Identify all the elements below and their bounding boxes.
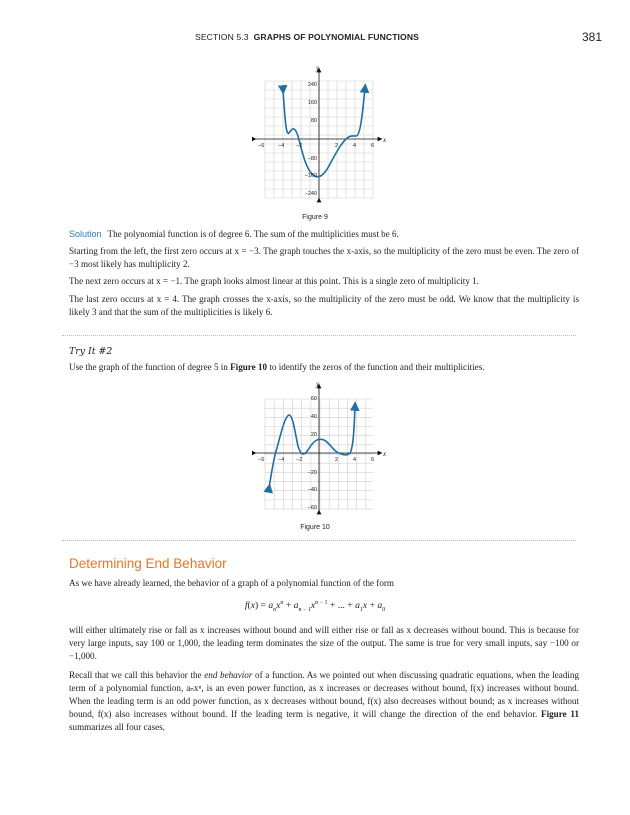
fig9-ytick-2: 80 bbox=[310, 118, 317, 124]
section-label: SECTION 5.3 bbox=[195, 32, 249, 42]
figure-9-curve bbox=[283, 88, 365, 177]
figure-9-caption: Figure 9 bbox=[302, 214, 328, 221]
try-it-title: Try It #2 bbox=[69, 346, 113, 357]
recall-emphasis: end behavior bbox=[204, 670, 253, 680]
paragraph-recall bbox=[69, 669, 579, 734]
fig9-ytick-3: −80 bbox=[307, 156, 317, 162]
fig9-xtick-2: −2 bbox=[296, 143, 303, 149]
figure-11-ref: Figure 11 bbox=[541, 709, 579, 719]
fig10-xtick-3: 2 bbox=[335, 457, 339, 463]
fig9-y-label: y bbox=[316, 64, 320, 72]
page-header bbox=[0, 30, 630, 46]
fig10-xtick-5: 6 bbox=[371, 457, 375, 463]
fig10-xtick-2: −2 bbox=[296, 457, 303, 463]
fig9-ytick-4: −160 bbox=[304, 173, 317, 179]
section-heading: Determining End Behavior bbox=[69, 556, 227, 571]
section-name: GRAPHS OF POLYNOMIAL FUNCTIONS bbox=[253, 32, 419, 42]
fig10-xtick-0: −6 bbox=[258, 457, 265, 463]
figure-10-graph bbox=[252, 378, 388, 518]
fig9-xtick-0: −6 bbox=[258, 143, 265, 149]
recall-text-3: summarizes all four cases. bbox=[69, 722, 165, 732]
fig9-x-label: x bbox=[383, 136, 387, 144]
recall-text-2: of a function. As we pointed out when discussing quadratic equations, when the leading term of a polynomial function, aₙxⁿ, is an even power function, as x increases or decreases without bound, f(x) increases without bound. When the leading term is an odd power function, as x decreases without bound, f(x) also decreases without bound; as x increases without bound, f(x) also increases without bound. If the leading term is negative, it will change the direction of the end behavior. bbox=[69, 670, 580, 719]
fig9-xtick-4: 4 bbox=[353, 143, 357, 149]
fig9-ytick-0: 240 bbox=[307, 82, 317, 88]
try-it-text-before: Use the graph of the function of degree 5 in bbox=[69, 362, 231, 372]
try-it-text bbox=[69, 361, 579, 374]
fig10-y-label: y bbox=[316, 380, 320, 388]
fig10-ytick-0: 60 bbox=[310, 396, 317, 402]
divider-top bbox=[62, 335, 576, 336]
fig10-x-label: x bbox=[383, 450, 387, 458]
fig10-ytick-3: −20 bbox=[307, 470, 317, 476]
fig9-ytick-1: 160 bbox=[307, 100, 317, 106]
fig9-xtick-3: 2 bbox=[335, 143, 339, 149]
fig10-xtick-4: 4 bbox=[353, 457, 357, 463]
paragraph-after-formula: will either ultimately rise or fall as x increases without bound and will either rise or fall as x decreases without bound. This is because for very large inputs, say 100 or 1,000, the leading term dominates the size of the output. The same is true for very small inputs, say −100 or −1,000. bbox=[69, 625, 579, 661]
solution-label: Solution bbox=[69, 229, 102, 239]
solution-text: The polynomial function is of degree 6. The sum of the multiplicities must be 6. bbox=[107, 229, 399, 239]
fig10-xtick-1: −4 bbox=[278, 457, 285, 463]
divider-bottom bbox=[62, 540, 576, 541]
solution-paragraph bbox=[69, 228, 579, 241]
fig9-xtick-5: 6 bbox=[371, 143, 375, 149]
figure-10-ref: Figure 10 bbox=[230, 362, 268, 372]
fig9-ytick-5: −240 bbox=[304, 191, 317, 197]
fig10-ytick-5: −60 bbox=[307, 505, 317, 511]
paragraph-3: The last zero occurs at x = 4. The graph crosses the x-axis, so the multiplicity of the zero must be odd. We know that the multiplicity is likely 3 and that the sum of the multiplicities is likely 6. bbox=[69, 294, 579, 317]
fig10-ytick-2: 20 bbox=[310, 432, 317, 438]
recall-text-1: Recall that we call this behavior the bbox=[69, 670, 205, 680]
figure-10-y-ticks bbox=[308, 396, 317, 511]
fig10-ytick-1: 40 bbox=[310, 414, 317, 420]
paragraph-1: Starting from the left, the first zero occurs at x = −3. The graph touches the x-axis, so the multiplicity of the zero must be even. The zero of −3 most likely has multiplicity 2. bbox=[69, 246, 579, 269]
fig10-ytick-4: −40 bbox=[307, 487, 317, 493]
fig9-xtick-1: −4 bbox=[278, 143, 285, 149]
paragraph-2: The next zero occurs at x = −1. The graph looks almost linear at this point. This is a single zero of multiplicity 1. bbox=[69, 276, 479, 286]
try-it-text-after: to identify the zeros of the function and their multiplicities. bbox=[267, 362, 485, 372]
figure-9-graph bbox=[252, 64, 388, 206]
polynomial-formula: $f(x) = a_nx^n + a_{n - 1}x^{n - 1}$ + ... + $a_1x + a_0$ bbox=[244, 600, 386, 614]
figure-10-caption: Figure 10 bbox=[300, 524, 330, 531]
section-title bbox=[195, 32, 419, 42]
intro-paragraph: As we have already learned, the behavior of a graph of a polynomial function of the form bbox=[69, 578, 394, 588]
page-number: 381 bbox=[581, 30, 602, 44]
